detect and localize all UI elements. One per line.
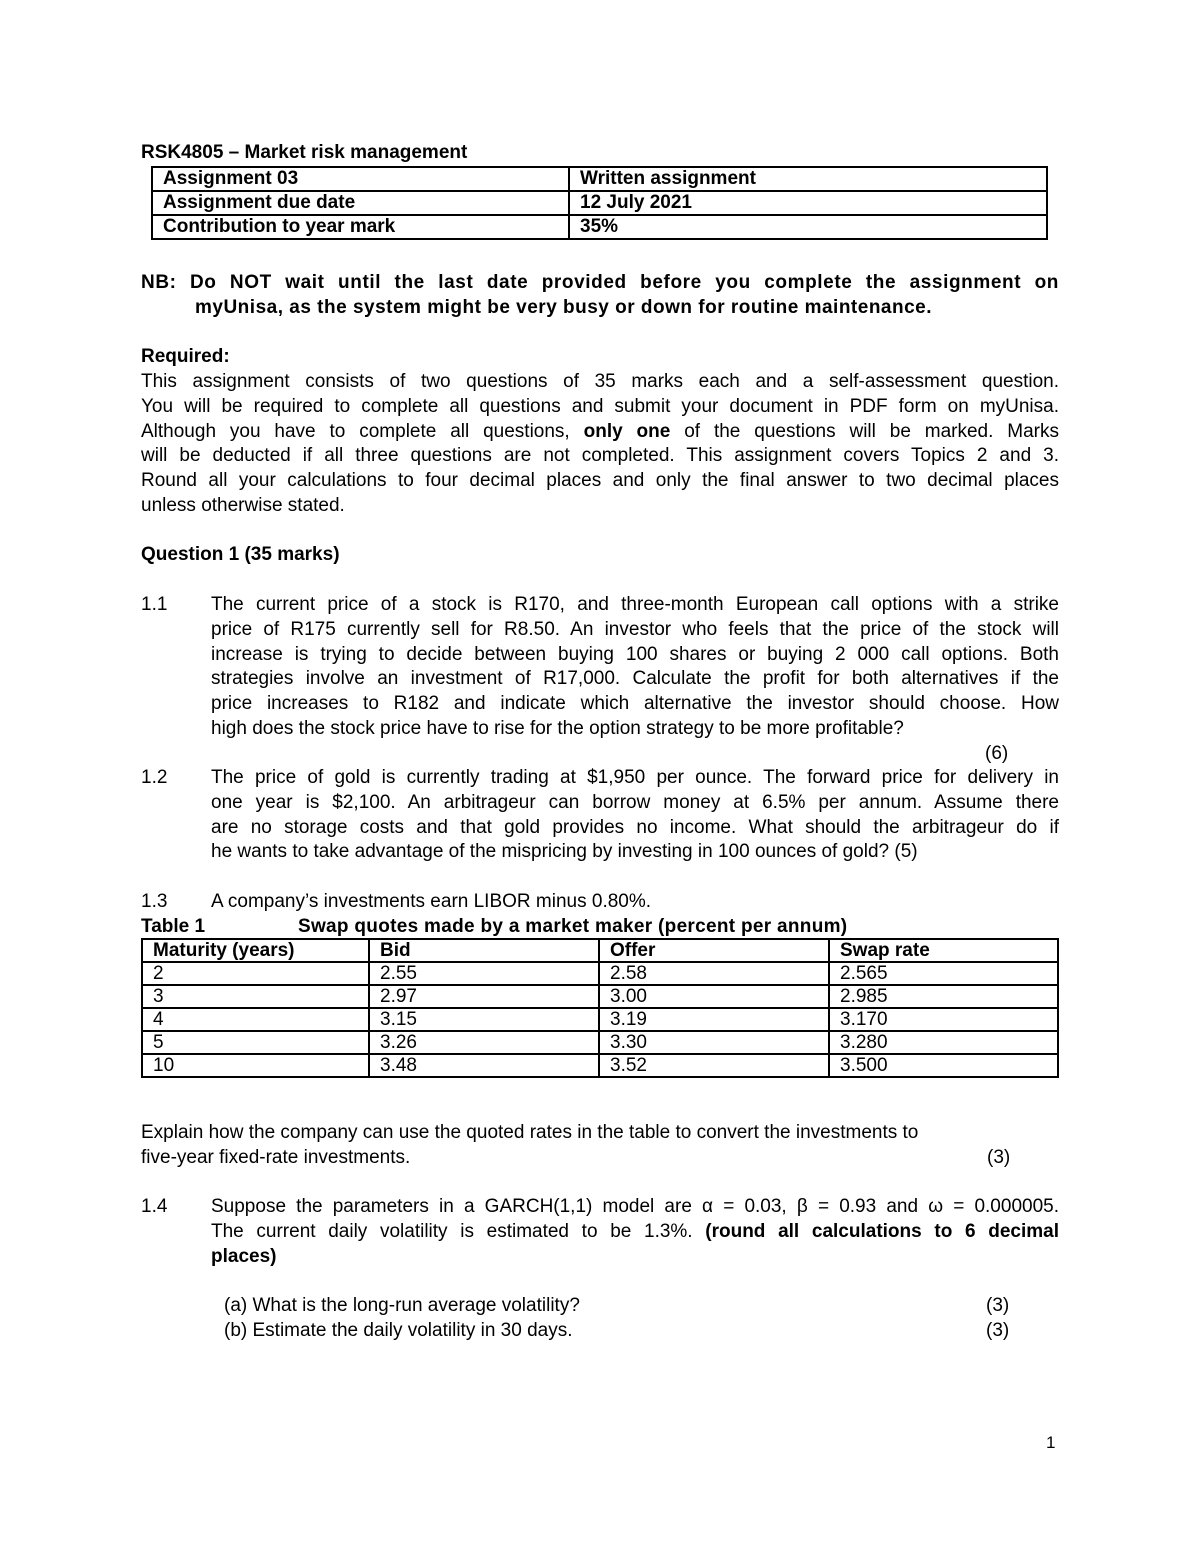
table-cell: 3.00: [599, 985, 829, 1008]
table-cell: 3.26: [369, 1031, 599, 1054]
item-line: he wants to take advantage of the mispricing by investing in 100 ounces of gold? (5): [211, 841, 918, 863]
item-line: one year is $2,100. An arbitrageur can borrow money at 6.5% per annum. Assume there: [211, 791, 1059, 813]
item-emphasis: (round all calculations to 6 decimal: [705, 1220, 1059, 1242]
table-header-row: [142, 939, 1058, 962]
item-number: 1.1: [141, 594, 168, 615]
table-cell: 5: [142, 1031, 369, 1054]
item-line: price of R175 currently sell for R8.50. An investor who feels that the price of the stock will: [211, 618, 1059, 640]
sub-question-text: (a) What is the long-run average volatility?: [224, 1295, 580, 1316]
item-line: The price of gold is currently trading at $1,950 per ounce. The forward price for delivery in: [211, 767, 1059, 788]
item-line: increase is trying to decide between buying 100 shares or buying 2 000 call options. Both: [211, 643, 1059, 665]
sub-question-b: [224, 1319, 1024, 1344]
table-row: [152, 167, 1047, 191]
sub-question-a: [224, 1294, 1024, 1319]
table-row: [142, 1054, 1058, 1077]
question-item-1-3: [141, 890, 1059, 915]
table-cell: 4: [142, 1008, 369, 1031]
required-heading: Required:: [141, 346, 230, 367]
sub-question-marks: (3): [986, 1295, 1010, 1316]
info-label: Assignment 03: [152, 167, 569, 191]
question-1-heading: Question 1 (35 marks): [141, 544, 340, 565]
item-body: [211, 593, 1059, 742]
explain-line: Explain how the company can use the quoted rates in the table to convert the investments to: [141, 1122, 919, 1143]
table-cell: 2.97: [369, 985, 599, 1008]
table-cell: 3.48: [369, 1054, 599, 1077]
table-cell: 3.30: [599, 1031, 829, 1054]
required-line: Round all your calculations to four decimal places and only the final answer to two decimal places: [141, 470, 1059, 492]
table-row: [152, 191, 1047, 215]
item-line: high does the stock price have to rise for the option strategy to be more profitable?: [211, 717, 904, 739]
table-cell: 3: [142, 985, 369, 1008]
required-line: This assignment consists of two questions of 35 marks each and a self-assessment question.: [141, 371, 1059, 392]
table-row: [152, 215, 1047, 239]
required-line: [141, 420, 1059, 445]
document-title: RSK4805 – Market risk management: [141, 142, 468, 163]
item-text: The current daily volatility is estimated to be 1.3%.: [211, 1220, 706, 1242]
question-item-1-2: [141, 766, 1059, 865]
nb-notice: [141, 271, 1059, 321]
table-cell: 3.500: [829, 1054, 1058, 1077]
item-body: A company’s investments earn LIBOR minus 0.80%.: [211, 891, 652, 912]
table-label: Table 1: [141, 916, 206, 937]
required-body: [141, 370, 1059, 519]
column-header: Bid: [369, 939, 599, 962]
info-label: Contribution to year mark: [152, 215, 569, 239]
required-emphasis: only one: [583, 420, 671, 442]
page-number: 1: [1046, 1433, 1056, 1452]
table-row: [142, 1031, 1058, 1054]
item-number: 1.3: [141, 891, 168, 912]
info-label: Assignment due date: [152, 191, 569, 215]
table-row: [142, 985, 1058, 1008]
item-line: are no storage costs and that gold provides no income. What should the arbitrageur do if: [211, 816, 1059, 838]
table-cell: 2: [142, 962, 369, 985]
info-value: Written assignment: [569, 167, 1047, 191]
assignment-info-table: [151, 166, 1048, 240]
explain-text: five-year fixed-rate investments.: [141, 1146, 411, 1168]
question-item-1-1: [141, 593, 1059, 742]
table-cell: 2.985: [829, 985, 1058, 1008]
swap-quotes-table: [141, 938, 1059, 1078]
table-cell: 10: [142, 1054, 369, 1077]
table-row: [142, 962, 1058, 985]
table-cell: 3.19: [599, 1008, 829, 1031]
item-number: 1.2: [141, 767, 168, 788]
required-line: will be deducted if all three questions are not completed. This assignment covers Topics 2 and 3.: [141, 445, 1059, 467]
item-line: price increases to R182 and indicate which alternative the investor should choose. How: [211, 693, 1059, 715]
item-line: The current price of a stock is R170, and three-month European call options with a strike: [211, 594, 1059, 615]
explain-marks: (3): [987, 1146, 1011, 1168]
table-cell: 3.170: [829, 1008, 1058, 1031]
required-text: of the questions will be marked. Marks: [670, 420, 1060, 442]
sub-question-marks: (3): [986, 1320, 1010, 1341]
item-line: [211, 1220, 1059, 1245]
explain-line-2: [141, 1146, 1021, 1171]
table-cell: 3.52: [599, 1054, 829, 1077]
question-item-1-4: [141, 1195, 1059, 1269]
item-number: 1.4: [141, 1196, 168, 1217]
nb-line-2: myUnisa, as the system might be very busy or down for routine maintenance.: [195, 296, 933, 318]
column-header: Maturity (years): [142, 939, 369, 962]
table-cell: 2.565: [829, 962, 1058, 985]
marks-1-1: (6): [985, 743, 1009, 764]
table-row: [142, 1008, 1058, 1031]
nb-line-1: NB: Do NOT wait until the last date provided before you complete the assignment on: [141, 272, 1059, 293]
item-line: Suppose the parameters in a GARCH(1,1) model are α = 0.03, β = 0.93 and ω = 0.000005.: [211, 1196, 1059, 1217]
required-line: You will be required to complete all questions and submit your document in PDF form on myUnisa.: [141, 395, 1059, 417]
required-text: Although you have to complete all questions,: [141, 420, 584, 442]
info-value: 12 July 2021: [569, 191, 1047, 215]
item-body: [211, 766, 1059, 865]
column-header: Offer: [599, 939, 829, 962]
required-line: unless otherwise stated.: [141, 494, 345, 516]
table-cell: 3.280: [829, 1031, 1058, 1054]
item-emphasis: places): [211, 1245, 277, 1267]
column-header: Swap rate: [829, 939, 1058, 962]
table-cell: 3.15: [369, 1008, 599, 1031]
info-value: 35%: [569, 215, 1047, 239]
item-line: strategies involve an investment of R17,000. Calculate the profit for both alternatives if the: [211, 668, 1059, 690]
table-cell: 2.58: [599, 962, 829, 985]
sub-question-text: (b) Estimate the daily volatility in 30 days.: [224, 1320, 573, 1341]
item-body: [211, 1195, 1059, 1269]
table-cell: 2.55: [369, 962, 599, 985]
explain-paragraph: [141, 1121, 1021, 1171]
table-caption: Swap quotes made by a market maker (percent per annum): [298, 916, 848, 937]
